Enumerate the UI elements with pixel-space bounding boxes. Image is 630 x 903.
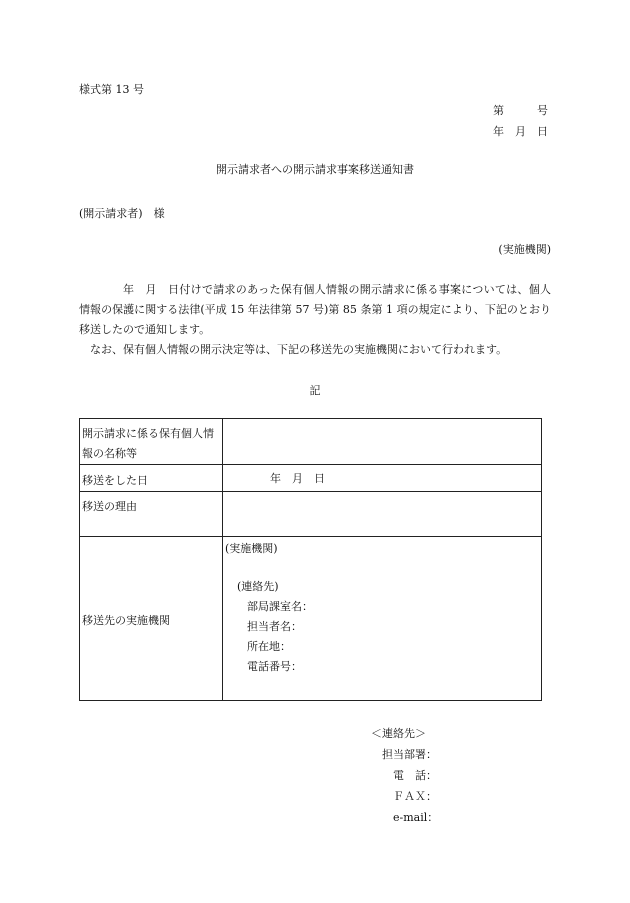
contact-fax: ＦＡＸ：: [393, 790, 437, 803]
destination-value[interactable]: [223, 537, 542, 701]
table-row-destination: [80, 537, 542, 701]
transfer-reason-value[interactable]: [223, 492, 542, 537]
contact-heading: ＜連絡先＞: [371, 727, 426, 740]
body-paragraph-2: なお、保有個人情報の開示決定等は、下記の移送先の実施機関において行われます。: [90, 343, 508, 356]
contact-phone: 電 話：: [393, 769, 437, 782]
body-text: [79, 280, 551, 360]
destination-department: 部局課室名：: [247, 600, 313, 613]
table-row-transfer-date: [80, 465, 542, 492]
contact-block: [371, 723, 438, 828]
table-row-transfer-reason: [80, 492, 542, 537]
transfer-reason-label: 移送の理由: [80, 492, 223, 537]
destination-address: 所在地：: [247, 640, 291, 653]
contact-department: 担当部署：: [382, 748, 437, 761]
body-paragraph-1: 年 月 日付けで請求のあった保有個人情報の開示請求に係る事案については、個人情報の保護に関する法律(平成 15 年法律第 57 号)第 85 条第 1 項の規定により、下記のとおり移送したので通知します。: [79, 283, 551, 336]
destination-agency: (実施機関): [225, 542, 278, 555]
form-number: 様式第 13 号: [79, 83, 144, 96]
destination-contact-heading: (連絡先): [237, 580, 279, 593]
table-row-info-name: [80, 419, 542, 465]
destination-phone: 電話番号：: [247, 660, 302, 673]
contact-email: e-mail：: [393, 811, 439, 824]
document-title: 開示請求者への開示請求事案移送通知書: [216, 163, 414, 176]
transfer-date-value[interactable]: 年 月 日: [223, 465, 542, 492]
document-number: 第 号: [493, 104, 548, 117]
destination-person: 担当者名：: [247, 620, 302, 633]
info-name-value[interactable]: [223, 419, 542, 465]
ki-heading: 記: [309, 384, 321, 397]
document-date: 年 月 日: [493, 125, 548, 138]
destination-label: 移送先の実施機関: [80, 537, 223, 701]
transfer-info-table: [79, 418, 542, 701]
addressee: (開示請求者) 様: [79, 207, 165, 220]
issuing-agency: (実施機関): [498, 243, 551, 256]
transfer-date-label: 移送をした日: [80, 465, 223, 492]
info-name-label: 開示請求に係る保有個人情報の名称等: [80, 419, 223, 465]
